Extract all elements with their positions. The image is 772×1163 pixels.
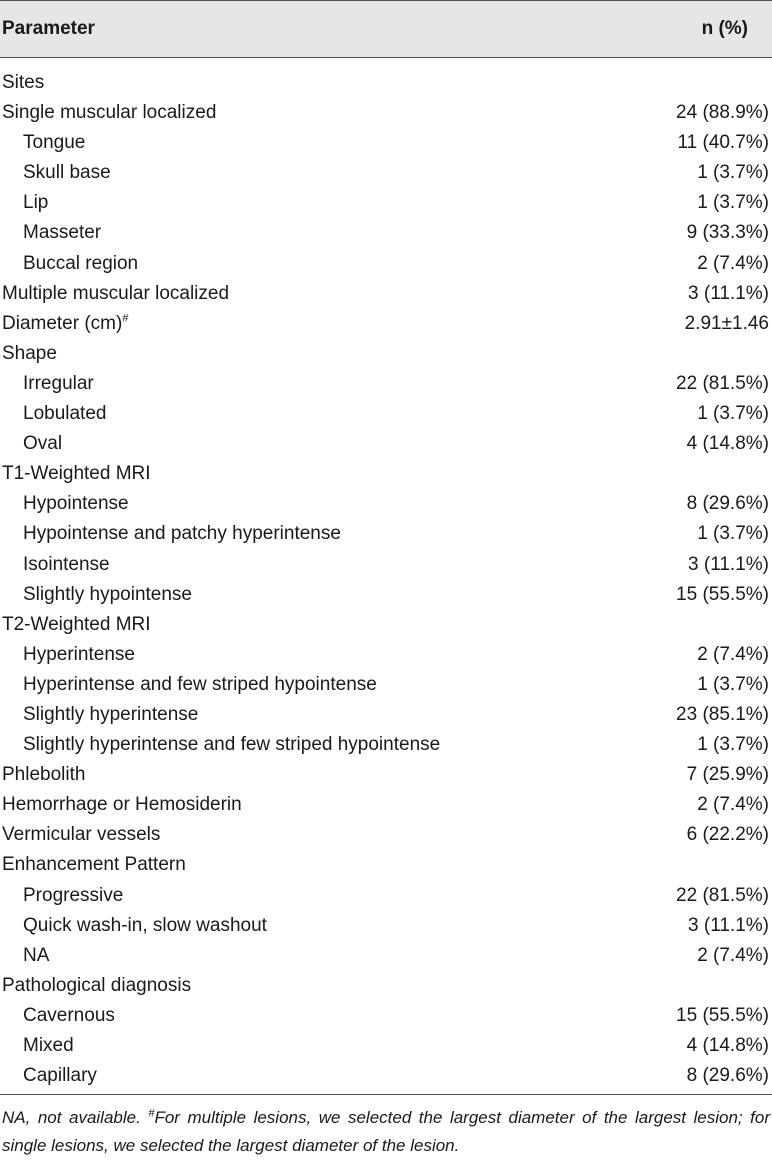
- table-row: [0, 188, 772, 218]
- row-label-text: Quick wash-in, slow washout: [23, 914, 267, 936]
- row-label: [23, 670, 377, 700]
- row-value: 9 (33.3%): [686, 222, 769, 244]
- table-row: [0, 670, 772, 700]
- row-value: 23 (85.1%): [676, 703, 769, 725]
- table-row: [0, 911, 772, 941]
- row-label: [23, 911, 267, 941]
- table-row: [0, 68, 772, 98]
- table-row: [0, 820, 772, 850]
- row-label: [23, 1061, 97, 1091]
- row-label: [2, 98, 216, 128]
- row-label-text: Slightly hyperintense: [23, 703, 199, 725]
- row-label-text: Lip: [23, 192, 49, 214]
- row-label: [23, 700, 198, 730]
- row-label-text: Phlebolith: [2, 764, 86, 786]
- row-label: [23, 881, 123, 911]
- table-row: [0, 1031, 772, 1061]
- row-value: 3 (11.1%): [688, 914, 769, 936]
- row-label: [23, 249, 138, 279]
- row-label: [23, 1001, 115, 1031]
- row-label-text: Irregular: [23, 372, 94, 394]
- table-row: [0, 640, 772, 670]
- row-value: 2 (7.4%): [697, 794, 769, 816]
- row-label-text: Skull base: [23, 162, 111, 184]
- row-label: [23, 1031, 74, 1061]
- row-label-text: Hemorrhage or Hemosiderin: [2, 794, 242, 816]
- table-row: [0, 369, 772, 399]
- row-label-text: Tongue: [23, 132, 86, 154]
- row-label-text: Oval: [23, 433, 63, 455]
- row-label-text: Enhancement Pattern: [2, 854, 186, 876]
- row-label-text: Sites: [2, 72, 45, 93]
- footnote-text-1: NA, not available.: [2, 1108, 149, 1127]
- row-value: 1 (3.7%): [697, 192, 769, 214]
- table-footnote: [2, 1104, 770, 1160]
- row-label: [2, 820, 160, 850]
- table-row: [0, 730, 772, 760]
- row-value: 1 (3.7%): [697, 523, 769, 545]
- table-row: [0, 158, 772, 188]
- row-label: [23, 730, 440, 760]
- header-parameter: Parameter: [2, 18, 95, 39]
- row-value: 2.91±1.46: [684, 312, 769, 334]
- row-value: 3 (11.1%): [688, 553, 769, 575]
- header-n-percent: n (%): [701, 18, 748, 39]
- table-row: [0, 339, 772, 369]
- row-label-superscript: #: [122, 312, 129, 325]
- table-row: [0, 850, 772, 880]
- table-bottom-rule: [0, 1094, 772, 1095]
- row-label-text: Hyperintense and few striped hypointense: [23, 673, 377, 695]
- row-label-text: Lobulated: [23, 403, 107, 425]
- row-label: [2, 790, 242, 820]
- row-value: 1 (3.7%): [697, 403, 769, 425]
- row-label-text: Cavernous: [23, 1004, 115, 1026]
- table-row: [0, 519, 772, 549]
- row-value: 15 (55.5%): [676, 583, 769, 605]
- footnote-text-2: For multiple lesions, we selected the largest diameter of the largest lesion; for single lesions, we selected the largest diameter of the lesion.: [2, 1108, 771, 1155]
- row-value: 3 (11.1%): [688, 282, 769, 304]
- row-label: [23, 550, 110, 580]
- row-label-text: Buccal region: [23, 252, 139, 274]
- table-row: [0, 98, 772, 128]
- row-value: 6 (22.2%): [686, 824, 769, 846]
- table-row: [0, 1001, 772, 1031]
- table-row: [0, 1061, 772, 1091]
- row-label-text: Hyperintense: [23, 643, 135, 665]
- table-row: [0, 459, 772, 489]
- row-label: [2, 610, 151, 640]
- row-label-text: Slightly hyperintense and few striped hypointense: [23, 734, 441, 756]
- row-value: 1 (3.7%): [697, 673, 769, 695]
- row-label: [23, 489, 129, 519]
- footnote-symbol: #: [148, 1107, 155, 1120]
- row-label-text: Progressive: [23, 884, 124, 906]
- row-label: [2, 971, 191, 1001]
- row-label: [23, 158, 111, 188]
- table-row: [0, 128, 772, 158]
- table-row: [0, 399, 772, 429]
- table-row: [0, 760, 772, 790]
- row-value: 4 (14.8%): [686, 1035, 769, 1056]
- table-row: [0, 971, 772, 1001]
- row-label-text: T1-Weighted MRI: [2, 463, 151, 485]
- row-value: 8 (29.6%): [686, 1065, 769, 1087]
- row-value: 15 (55.5%): [676, 1004, 769, 1026]
- row-label-text: Hypointense: [23, 493, 129, 515]
- row-label: [2, 339, 57, 369]
- table-header: [0, 0, 772, 58]
- table-row: [0, 550, 772, 580]
- row-value: 4 (14.8%): [686, 433, 769, 455]
- table-row: [0, 429, 772, 459]
- row-label: [2, 760, 85, 790]
- table-row: [0, 881, 772, 911]
- row-value: 7 (25.9%): [686, 764, 769, 786]
- table-row: [0, 610, 772, 640]
- row-label: [23, 519, 341, 549]
- row-value: 8 (29.6%): [686, 493, 769, 515]
- table-body: [0, 68, 772, 1091]
- table-row: [0, 700, 772, 730]
- row-label: [2, 459, 151, 489]
- row-label-text: Isointense: [23, 553, 110, 575]
- row-label-text: Mixed: [23, 1035, 74, 1056]
- row-value: 1 (3.7%): [697, 162, 769, 184]
- row-label: [23, 941, 49, 971]
- row-label: [23, 399, 106, 429]
- table-row: [0, 489, 772, 519]
- row-value: 24 (88.9%): [676, 102, 769, 124]
- table-row: [0, 580, 772, 610]
- row-label-text: Slightly hypointense: [23, 583, 192, 605]
- row-label: [2, 279, 229, 309]
- row-label-text: Multiple muscular localized: [2, 282, 230, 304]
- row-value: 2 (7.4%): [697, 252, 769, 274]
- row-label: [23, 429, 62, 459]
- row-label-text: Capillary: [23, 1065, 97, 1087]
- row-value: 22 (81.5%): [676, 884, 769, 906]
- row-label-text: Single muscular localized: [2, 102, 217, 124]
- table-row: [0, 790, 772, 820]
- row-label: [23, 580, 192, 610]
- row-label-text: Diameter (cm): [2, 312, 123, 334]
- table-row: [0, 218, 772, 248]
- table-row: [0, 249, 772, 279]
- table-row: [0, 279, 772, 309]
- row-label: [23, 218, 101, 248]
- row-value: 2 (7.4%): [697, 643, 769, 665]
- row-value: 11 (40.7%): [677, 132, 769, 154]
- row-value: 22 (81.5%): [676, 372, 769, 394]
- row-label: [23, 128, 85, 158]
- row-label-text: Vermicular vessels: [2, 824, 161, 846]
- row-label: [2, 850, 186, 880]
- row-label: [2, 309, 128, 339]
- row-label-text: Shape: [2, 342, 57, 364]
- row-label-text: Hypointense and patchy hyperintense: [23, 523, 341, 545]
- row-label-text: Pathological diagnosis: [2, 974, 192, 996]
- row-label: [23, 188, 48, 218]
- table-row: [0, 941, 772, 971]
- row-value: 2 (7.4%): [697, 944, 769, 966]
- row-label: [2, 68, 44, 98]
- row-label: [23, 640, 135, 670]
- row-label: [23, 369, 94, 399]
- row-label-text: Masseter: [23, 222, 102, 244]
- row-value: 1 (3.7%): [697, 734, 769, 756]
- table-row: [0, 309, 772, 339]
- row-label-text: T2-Weighted MRI: [2, 613, 151, 635]
- row-label-text: NA: [23, 944, 50, 966]
